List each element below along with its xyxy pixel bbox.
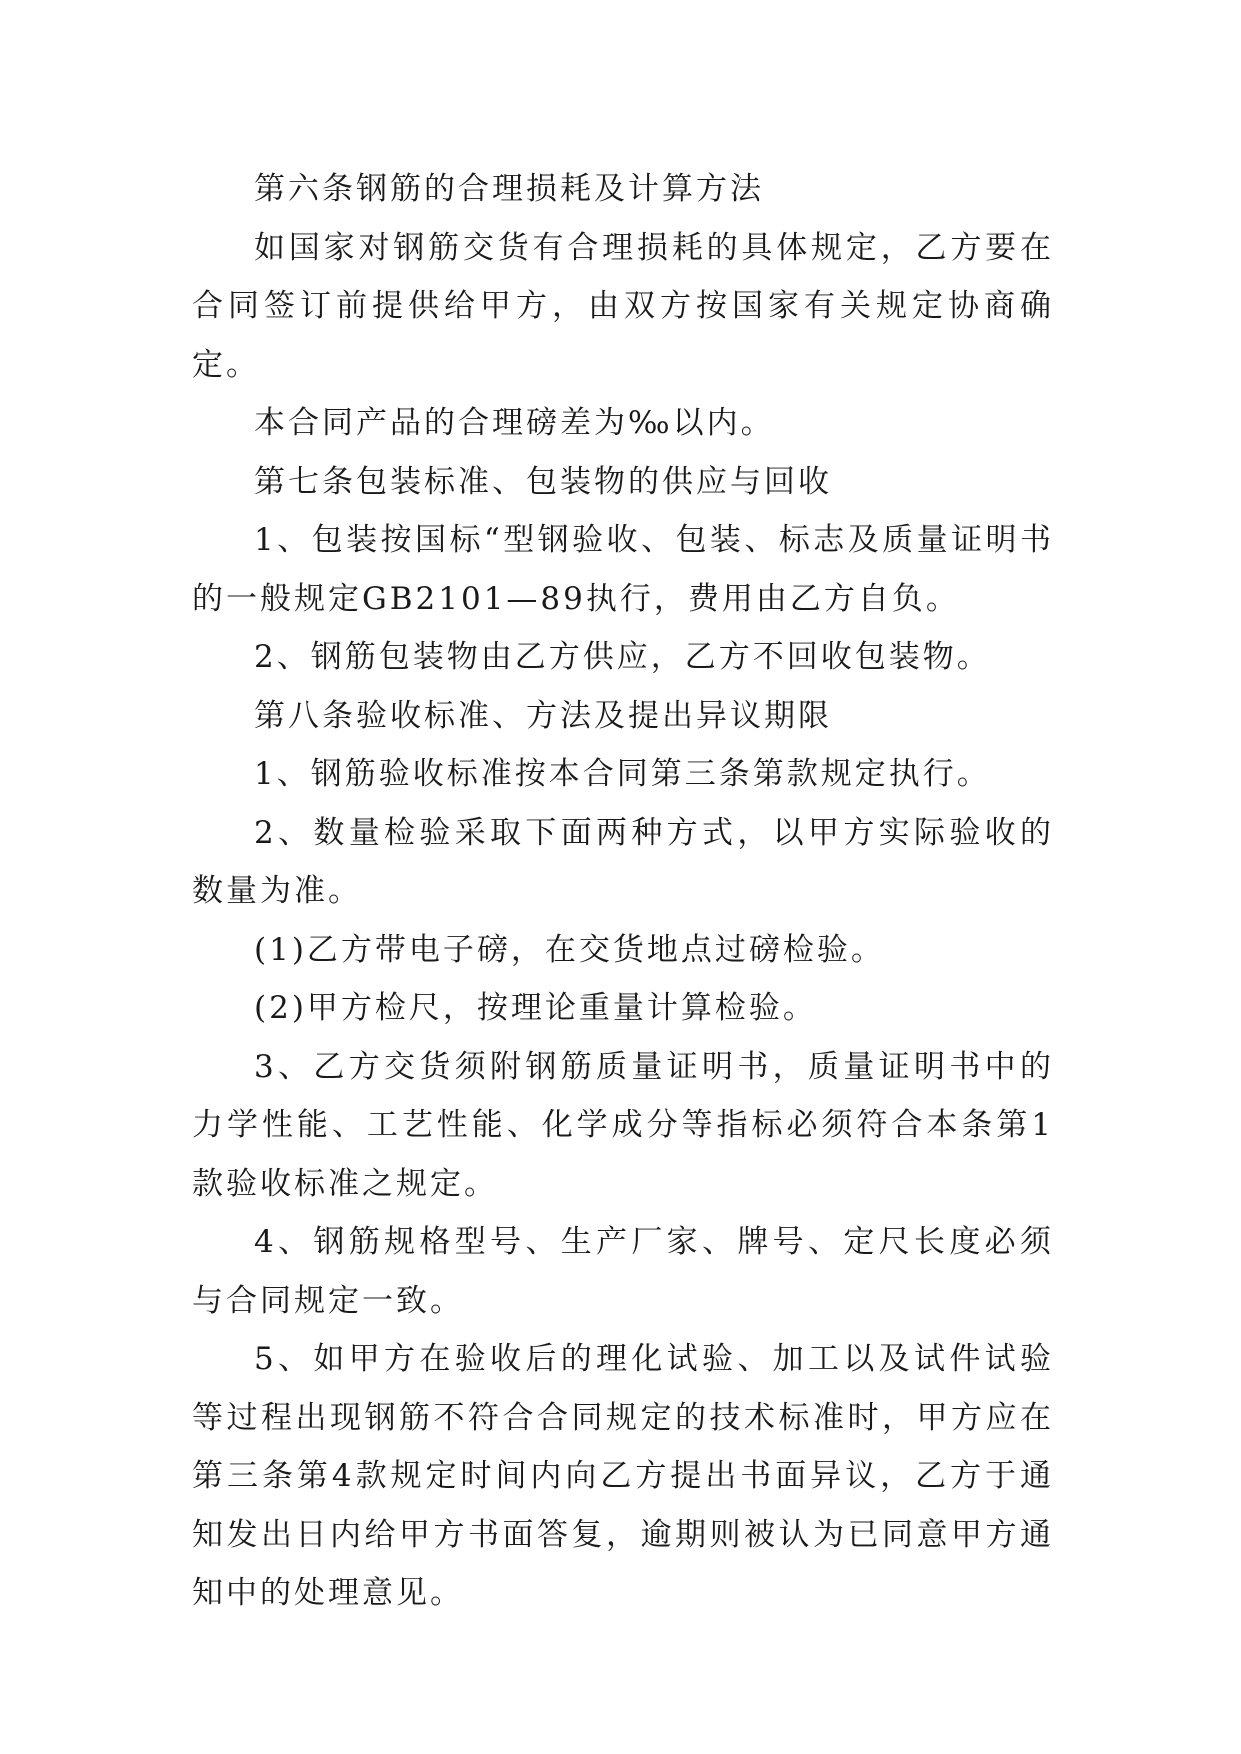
article-8-item-3: 3、乙方交货须附钢筋质量证明书，质量证明书中的力学性能、工艺性能、化学成分等指标必须符合本条第1款验收标准之规定。 [192, 1048, 1054, 1202]
article-8-item-2-sub-1: (1)乙方带电子磅，在交货地点过磅检验。 [254, 931, 885, 968]
article-7-item-1: 1、包装按国标“型钢验收、包装、标志及质量证明书的一般规定GB2101—89执行，费用由乙方自负。 [192, 522, 1054, 617]
article-6-paragraph-2: 本合同产品的合理磅差为‰以内。 [254, 405, 775, 441]
article-8-item-2-sub-2: (2)甲方检尺，按理论重量计算检验。 [254, 990, 817, 1026]
article-6-heading: 第六条钢筋的合理损耗及计算方法 [254, 171, 764, 207]
article-8-item-4: 4、钢筋规格型号、生产厂家、牌号、定尺长度必须与合同规定一致。 [192, 1224, 1054, 1319]
article-7-item-2: 2、钢筋包装物由乙方供应，乙方不回收包装物。 [254, 639, 991, 675]
document-body [192, 160, 1054, 1623]
article-8-item-5: 5、如甲方在验收后的理化试验、加工以及试件试验等过程出现钢筋不符合合同规定的技术标准时，甲方应在第三条第4款规定时间内向乙方提出书面异议，乙方于通知发出日内给甲方书面答复，逾期则被认为已同意甲方通知中的处理意见。 [192, 1341, 1054, 1611]
article-6-paragraph-1: 如国家对钢筋交货有合理损耗的具体规定，乙方要在合同签订前提供给甲方，由双方按国家有关规定协商确定。 [192, 229, 1054, 383]
article-8-heading: 第八条验收标准、方法及提出异议期限 [254, 697, 832, 734]
article-8-item-2: 2、数量检验采取下面两种方式，以甲方实际验收的数量为准。 [192, 814, 1054, 909]
article-8-item-1: 1、钢筋验收标准按本合同第三条第款规定执行。 [254, 756, 991, 792]
article-7-heading: 第七条包装标准、包装物的供应与回收 [254, 463, 832, 500]
